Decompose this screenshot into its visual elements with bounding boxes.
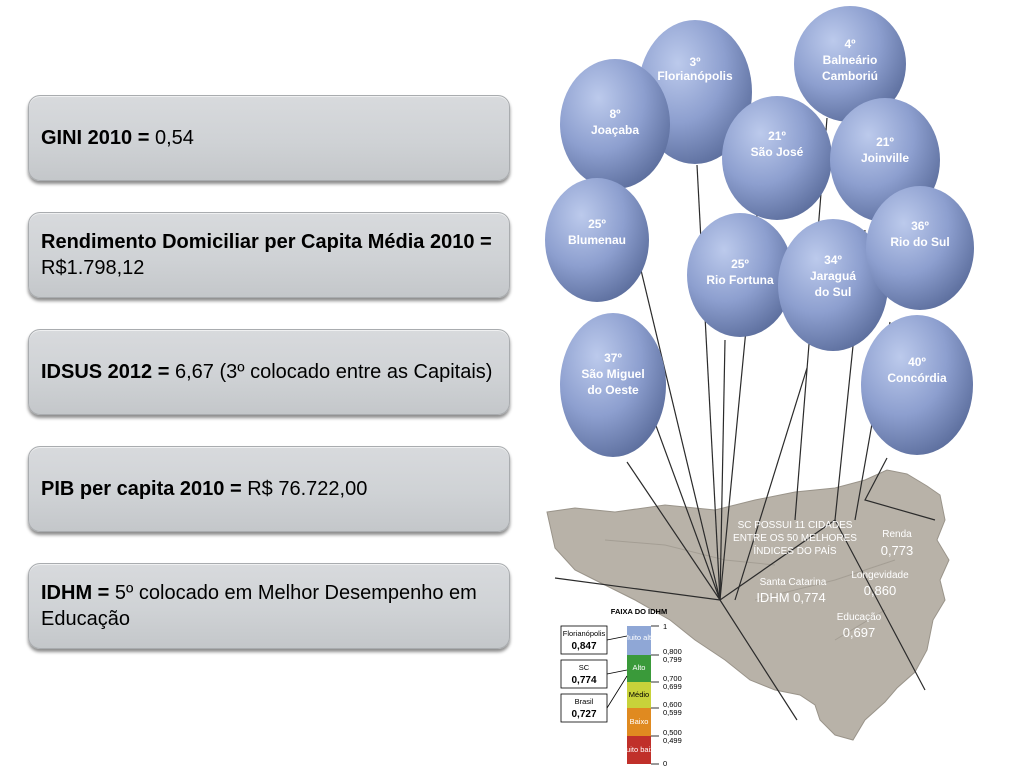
svg-text:0,773: 0,773 (880, 543, 914, 558)
svg-text:4º: 4º (844, 37, 856, 51)
card-label: Rendimento Domiciliar per Capita Média 2010 = (41, 231, 492, 253)
pib-card (28, 446, 510, 532)
svg-text:São Miguel: São Miguel (581, 367, 645, 381)
card-value: 0,54 (149, 127, 194, 149)
svg-text:São José: São José (750, 145, 804, 159)
svg-text:Médio: Médio (628, 690, 650, 699)
card-label: IDSUS 2012 = (41, 361, 170, 383)
svg-text:0,699: 0,699 (663, 682, 682, 691)
svg-text:Rio Fortuna: Rio Fortuna (706, 273, 774, 287)
balloons-infographic (535, 0, 1000, 768)
svg-text:3º: 3º (689, 55, 701, 69)
balloon-sao-miguel-do-oeste (560, 313, 666, 457)
svg-text:Baixo: Baixo (629, 717, 649, 726)
gini-card (28, 95, 510, 181)
svg-text:Camboriú: Camboriú (821, 69, 879, 83)
svg-text:36º: 36º (911, 219, 929, 233)
svg-text:do Sul: do Sul (814, 285, 852, 299)
svg-text:8º: 8º (609, 107, 621, 121)
svg-text:37º: 37º (604, 351, 622, 365)
svg-text:Rio do Sul: Rio do Sul (890, 235, 950, 249)
svg-text:Muito baixo: Muito baixo (619, 745, 659, 754)
svg-text:Joaçaba: Joaçaba (590, 123, 640, 137)
svg-text:0,599: 0,599 (663, 708, 682, 717)
svg-text:Alto: Alto (632, 663, 646, 672)
card-value: 5º colocado em Melhor Desempenho em Educação (41, 582, 477, 630)
svg-text:1: 1 (663, 622, 668, 631)
card-label: GINI 2010 = (41, 127, 150, 149)
svg-text:SC POSSUI 11 CIDADES: SC POSSUI 11 CIDADES (737, 520, 853, 531)
balloon-rio-do-sul (866, 186, 974, 310)
card-value: 6,67 (3º colocado entre as Capitais) (169, 361, 493, 383)
income-card (28, 212, 510, 298)
svg-text:0,727: 0,727 (571, 709, 597, 720)
svg-text:Renda: Renda (882, 529, 912, 540)
svg-text:Educação: Educação (836, 612, 882, 623)
card-value: R$1.798,12 (41, 257, 145, 279)
svg-text:25º: 25º (731, 257, 749, 271)
svg-text:do Oeste: do Oeste (587, 383, 639, 397)
svg-text:0,600: 0,600 (663, 700, 682, 709)
svg-text:IDHM 0,774: IDHM 0,774 (756, 590, 826, 605)
svg-text:0,500: 0,500 (663, 728, 682, 737)
svg-text:21º: 21º (876, 135, 894, 149)
svg-text:0: 0 (663, 759, 668, 768)
card-label: PIB per capita 2010 = (41, 478, 242, 500)
balloon-blumenau (545, 178, 649, 302)
svg-text:0,697: 0,697 (842, 625, 876, 640)
svg-text:SC: SC (578, 663, 590, 672)
svg-text:0,799: 0,799 (663, 655, 682, 664)
svg-text:ENTRE OS 50 MELHORES: ENTRE OS 50 MELHORES (733, 533, 857, 544)
svg-text:Balneário: Balneário (822, 53, 878, 67)
balloon-sao-jose (722, 96, 832, 220)
svg-text:0,499: 0,499 (663, 736, 682, 745)
balloon-rio-fortuna (687, 213, 793, 337)
card-value: R$ 76.722,00 (241, 478, 368, 500)
svg-text:ÍNDICES DO PAÍS: ÍNDICES DO PAÍS (753, 546, 837, 557)
svg-text:Brasil: Brasil (574, 697, 594, 706)
svg-text:34º: 34º (824, 253, 842, 267)
balloon-joacaba (560, 59, 670, 189)
idhm-card (28, 563, 510, 649)
svg-text:0,860: 0,860 (863, 583, 897, 598)
svg-text:FAIXA DO IDHM: FAIXA DO IDHM (610, 607, 668, 616)
svg-text:Florianópolis: Florianópolis (657, 69, 733, 83)
svg-text:40º: 40º (908, 355, 926, 369)
svg-text:Longevidade: Longevidade (851, 570, 909, 581)
svg-text:21º: 21º (768, 129, 786, 143)
svg-text:Santa Catarina: Santa Catarina (759, 577, 827, 588)
idsus-card (28, 329, 510, 415)
svg-text:0,800: 0,800 (663, 647, 682, 656)
balloon-concordia (861, 315, 973, 455)
svg-text:25º: 25º (588, 217, 606, 231)
svg-text:Florianópolis: Florianópolis (562, 629, 606, 638)
svg-text:Jaraguá: Jaraguá (809, 269, 857, 283)
svg-text:Concórdia: Concórdia (887, 371, 947, 385)
svg-text:0,774: 0,774 (571, 675, 597, 686)
svg-text:0,847: 0,847 (571, 641, 597, 652)
idhm-legend (561, 607, 682, 768)
svg-text:Joinville: Joinville (860, 151, 910, 165)
card-label: IDHM = (41, 582, 110, 604)
svg-text:Blumenau: Blumenau (567, 233, 627, 247)
svg-text:Muito alto: Muito alto (622, 633, 656, 642)
svg-text:0,700: 0,700 (663, 674, 682, 683)
